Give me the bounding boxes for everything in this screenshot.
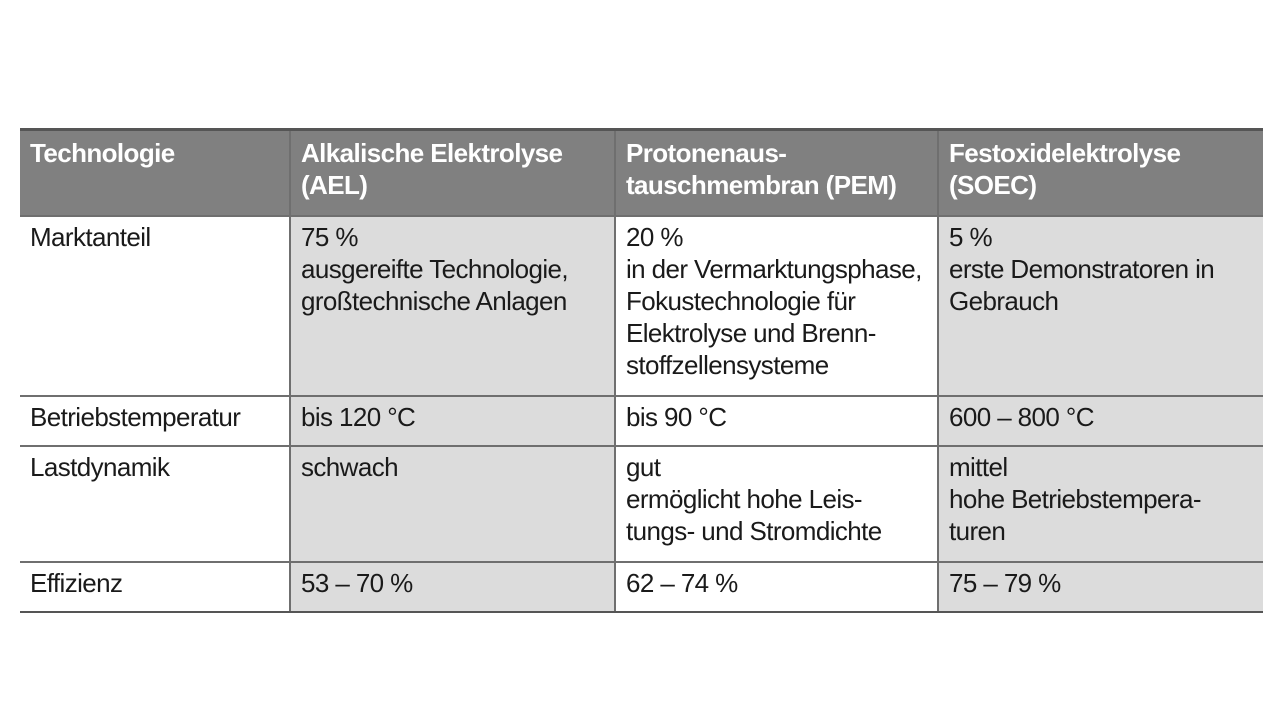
header-line: Technologie — [30, 138, 175, 168]
header-line: tauschmembran (PEM) — [626, 170, 897, 200]
header-line: Festoxidelektrolyse — [949, 138, 1181, 168]
cell-line: hohe Betriebstempera- — [949, 484, 1201, 514]
cell-soec — [938, 446, 1263, 562]
cell-pem — [615, 216, 938, 396]
header-line: Alkalische Elektrolyse — [301, 138, 563, 168]
row-label-text: Marktanteil — [30, 222, 151, 252]
cell-line: stoffzellensysteme — [626, 350, 829, 380]
header-line: Protonenaus- — [626, 138, 787, 168]
cell-line: gut — [626, 452, 661, 482]
row-label — [20, 446, 290, 562]
cell-soec — [938, 396, 1263, 446]
header-soec — [938, 130, 1263, 217]
cell-line: erste Demonstratoren in — [949, 254, 1215, 284]
cell-line: turen — [949, 516, 1006, 546]
cell-line: großtechnische Anlagen — [301, 286, 567, 316]
cell-ael — [290, 446, 615, 562]
cell-line: 75 % — [301, 222, 358, 252]
cell-ael — [290, 562, 615, 612]
cell-line: 20 % — [626, 222, 683, 252]
cell-ael — [290, 396, 615, 446]
row-label-text: Effizienz — [30, 568, 123, 598]
row-label — [20, 396, 290, 446]
cell-line: schwach — [301, 452, 398, 482]
cell-line: 62 – 74 % — [626, 568, 738, 598]
cell-pem — [615, 446, 938, 562]
row-label-text: Lastdynamik — [30, 452, 170, 482]
header-line: (AEL) — [301, 170, 368, 200]
cell-line: 75 – 79 % — [949, 568, 1061, 598]
cell-ael — [290, 216, 615, 396]
header-ael — [290, 130, 615, 217]
table-row-effizienz — [20, 562, 1263, 612]
header-pem — [615, 130, 938, 217]
header-line: (SOEC) — [949, 170, 1037, 200]
cell-line: ausgereifte Technologie, — [301, 254, 568, 284]
cell-soec — [938, 562, 1263, 612]
table-row-betriebstemperatur — [20, 396, 1263, 446]
cell-line: Fokustechnologie für — [626, 286, 856, 316]
cell-line: 53 – 70 % — [301, 568, 413, 598]
header-technologie — [20, 130, 290, 217]
row-label — [20, 216, 290, 396]
table-row-marktanteil — [20, 216, 1263, 396]
cell-line: 5 % — [949, 222, 993, 252]
cell-pem — [615, 396, 938, 446]
cell-line: Gebrauch — [949, 286, 1059, 316]
table-row-lastdynamik — [20, 446, 1263, 562]
cell-line: Elektrolyse und Brenn- — [626, 318, 876, 348]
cell-pem — [615, 562, 938, 612]
cell-line: ermöglicht hohe Leis- — [626, 484, 862, 514]
cell-line: bis 120 °C — [301, 402, 416, 432]
row-label — [20, 562, 290, 612]
table-header-row — [20, 130, 1263, 217]
cell-line: bis 90 °C — [626, 402, 727, 432]
comparison-table — [20, 128, 1263, 613]
cell-soec — [938, 216, 1263, 396]
cell-line: tungs- und Stromdichte — [626, 516, 882, 546]
cell-line: in der Vermarktungsphase, — [626, 254, 922, 284]
cell-line: mittel — [949, 452, 1008, 482]
row-label-text: Betriebstemperatur — [30, 402, 241, 432]
cell-line: 600 – 800 °C — [949, 402, 1094, 432]
